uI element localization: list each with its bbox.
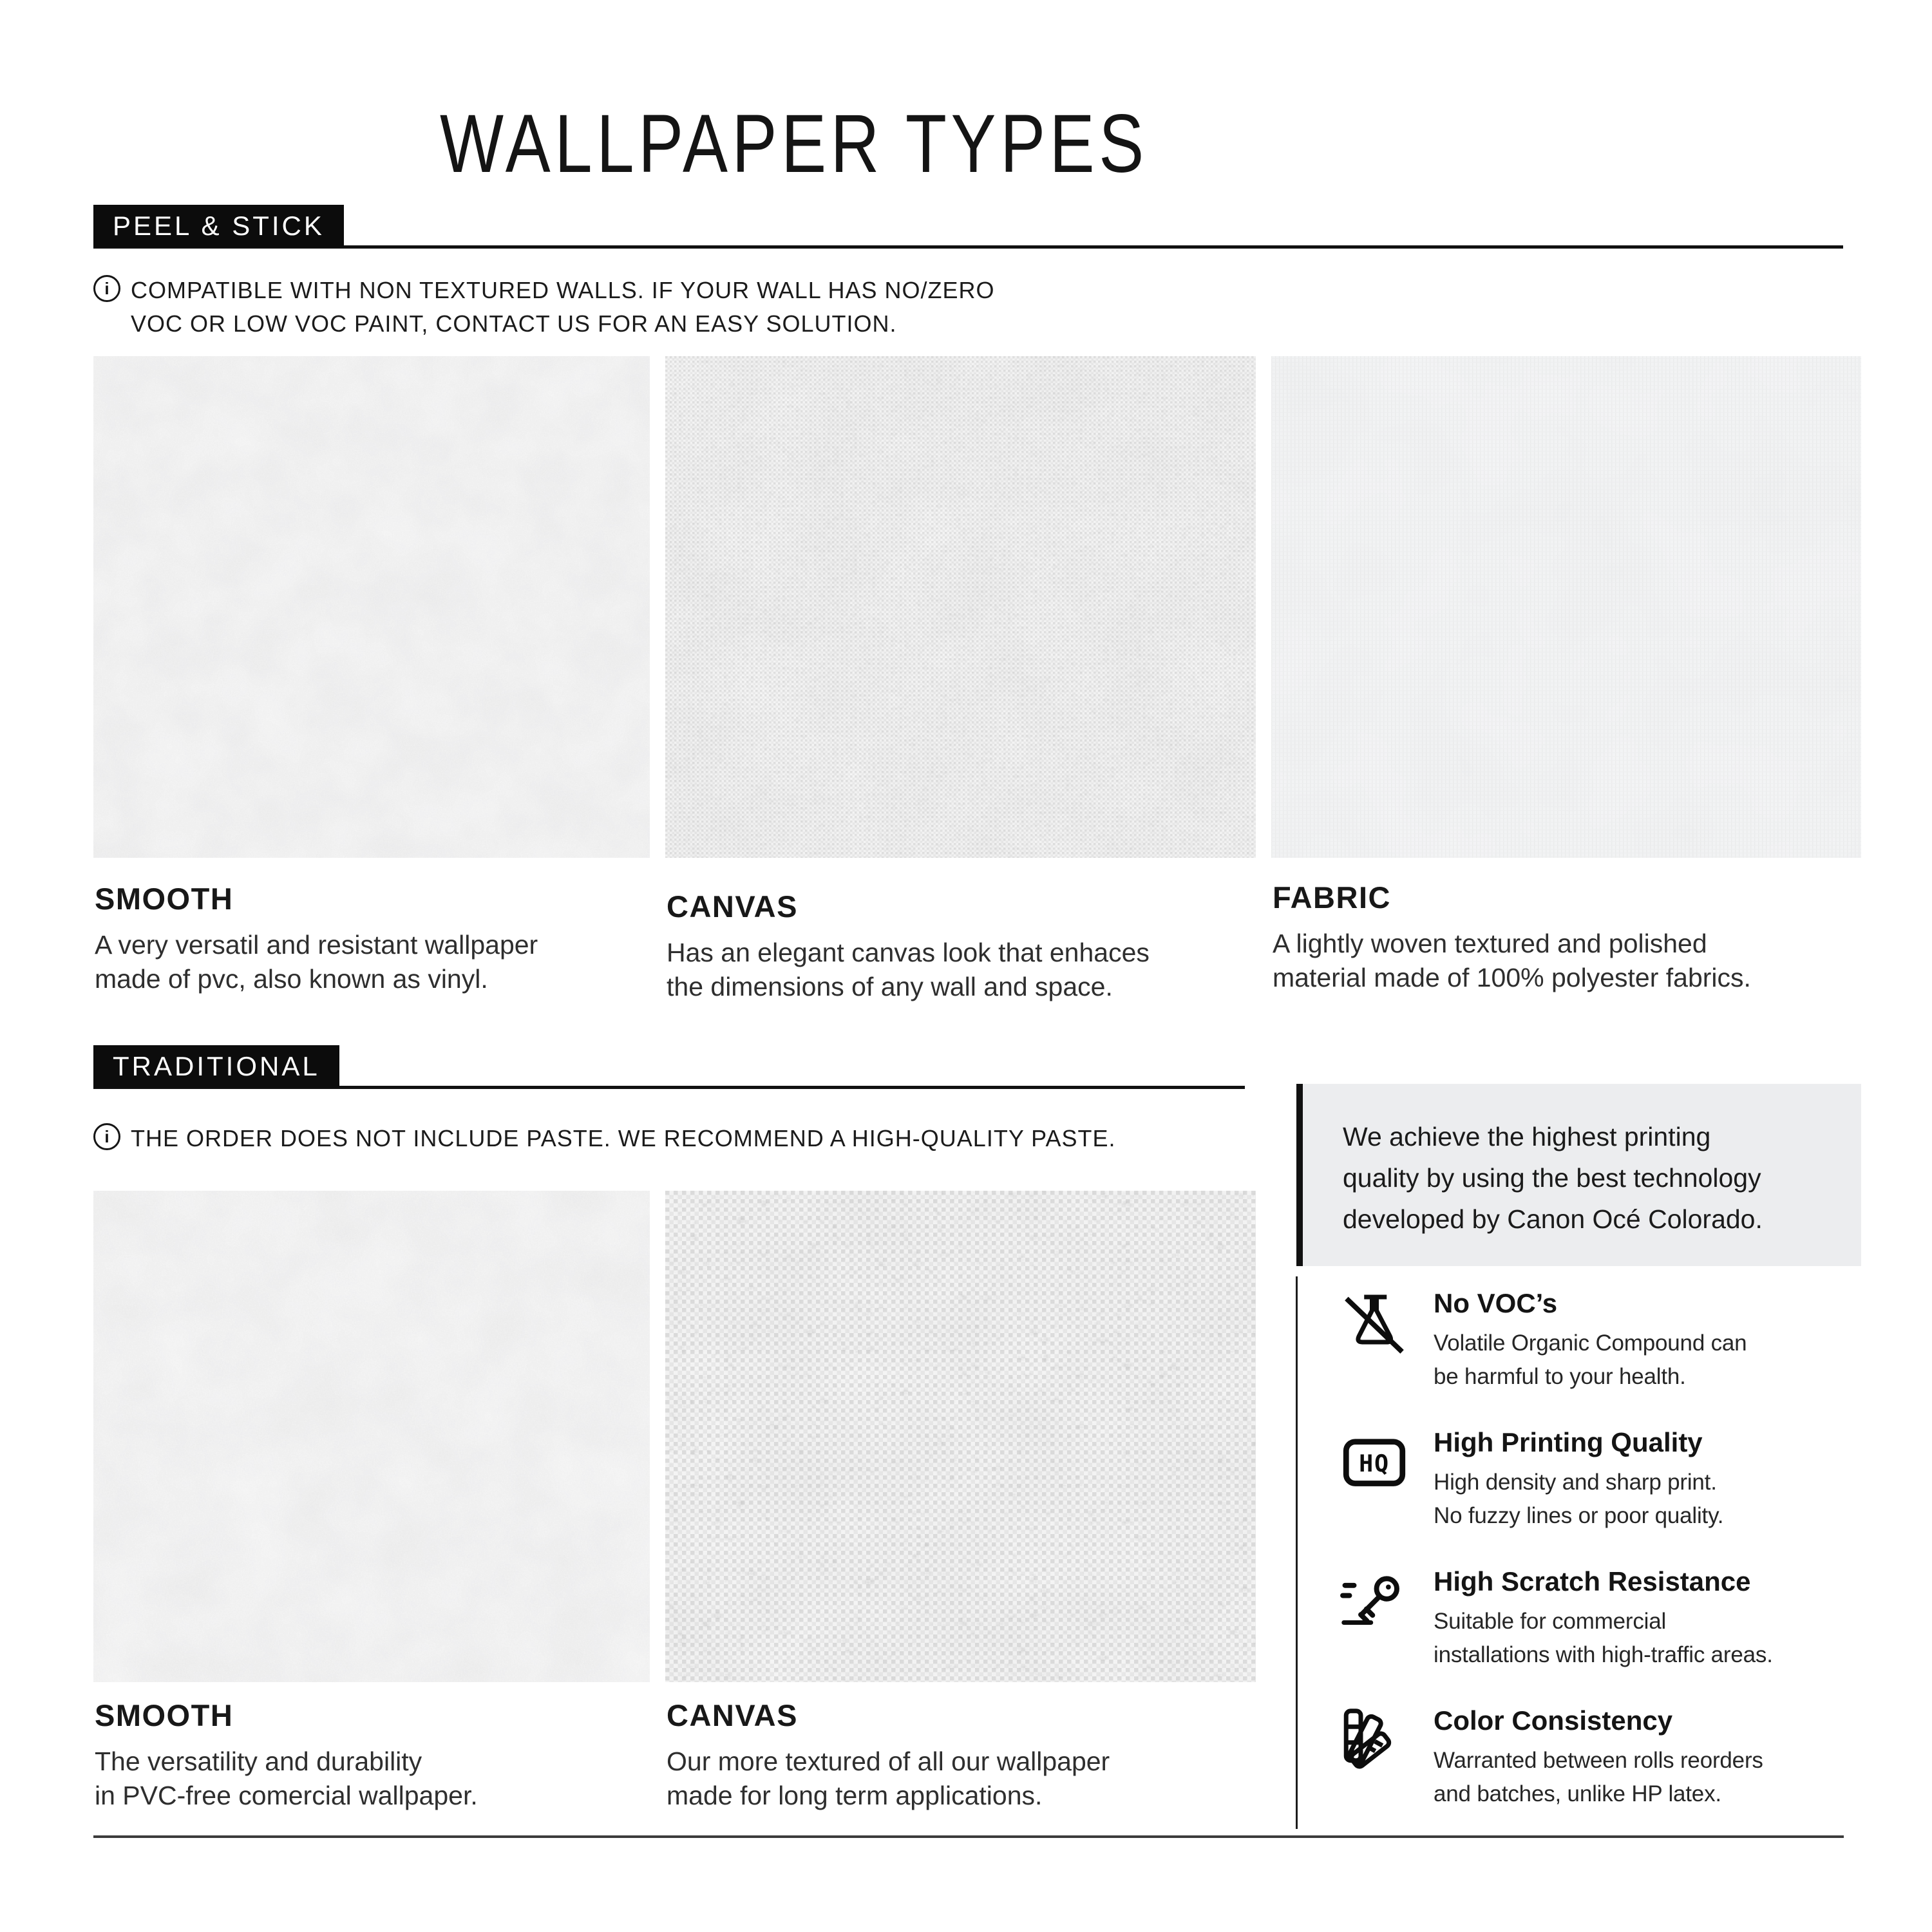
scratch-key-icon: [1338, 1566, 1410, 1638]
printing-quality-text: We achieve the highest printing quality by using the best technology developed by Canon Océ Colorado.: [1343, 1122, 1763, 1234]
peel-stick-note-text: [131, 274, 995, 341]
swatch-image-smooth-peel-stick: [93, 356, 650, 858]
traditional-note: [93, 1122, 1116, 1155]
peel-stick-underline: [93, 245, 1843, 249]
canvas-texture-graphic: [665, 356, 1256, 858]
feature-title: No VOC’s: [1434, 1288, 1558, 1318]
caption-smooth-traditional: [95, 1698, 478, 1813]
swatch-description: A very versatil and resistant wallpaper made of pvc, also known as vinyl.: [95, 930, 538, 994]
peel-stick-note: [93, 274, 995, 341]
info-icon: i: [93, 1123, 120, 1150]
feature-text: [1434, 1427, 1723, 1533]
traditional-section-label: TRADITIONAL: [93, 1045, 339, 1088]
svg-text:HQ: HQ: [1359, 1450, 1390, 1478]
feature-description: Warranted between rolls reorders and batches, unlike HP latex.: [1434, 1748, 1763, 1806]
feature-no-vocs: [1338, 1288, 1861, 1394]
no-voc-flask-icon: [1338, 1288, 1410, 1360]
feature-text: [1434, 1705, 1763, 1811]
note-line: VOC OR LOW VOC PAINT, CONTACT US FOR AN EASY SOLUTION.: [131, 310, 897, 337]
peel-stick-section-label: PEEL & STICK: [93, 205, 344, 247]
swatch-description: Has an elegant canvas look that enhaces the dimensions of any wall and space.: [667, 938, 1150, 1001]
feature-description: High density and sharp print. No fuzzy lines or poor quality.: [1434, 1470, 1724, 1528]
coarse-canvas-texture-graphic: [665, 1191, 1256, 1682]
caption-smooth-peel-stick: [95, 881, 538, 996]
printing-quality-callout: [1296, 1084, 1861, 1266]
color-swatches-icon: [1338, 1705, 1410, 1777]
feature-high-printing-quality: [1338, 1427, 1861, 1533]
feature-title: Color Consistency: [1434, 1705, 1673, 1736]
feature-text: [1434, 1566, 1773, 1672]
swatch-title: SMOOTH: [95, 1698, 234, 1732]
swatch-title: CANVAS: [667, 889, 798, 923]
feature-title: High Scratch Resistance: [1434, 1566, 1751, 1596]
swatch-image-canvas-peel-stick: [665, 356, 1256, 858]
feature-high-scratch-resistance: [1338, 1566, 1861, 1672]
swatch-description: The versatility and durability in PVC-free comercial wallpaper.: [95, 1747, 478, 1810]
feature-color-consistency: [1338, 1705, 1861, 1811]
smooth-texture-graphic: [93, 356, 650, 858]
swatch-description: Our more textured of all our wallpaper made for long term applications.: [667, 1747, 1110, 1810]
features-divider-line: [1296, 1276, 1298, 1829]
swatch-description: A lightly woven textured and polished material made of 100% polyester fabrics.: [1273, 929, 1751, 992]
swatch-image-smooth-traditional: [93, 1191, 650, 1682]
note-line: COMPATIBLE WITH NON TEXTURED WALLS. IF YOUR WALL HAS NO/ZERO: [131, 277, 995, 303]
caption-fabric-peel-stick: [1273, 880, 1751, 995]
bottom-divider-line: [93, 1835, 1844, 1838]
feature-text: [1434, 1288, 1747, 1394]
note-line: THE ORDER DOES NOT INCLUDE PASTE. WE RECOMMEND A HIGH-QUALITY PASTE.: [131, 1125, 1116, 1151]
smooth-texture-graphic: [93, 1191, 650, 1682]
info-icon: i: [93, 275, 120, 302]
caption-canvas-peel-stick: [667, 889, 1150, 1004]
swatch-title: FABRIC: [1273, 880, 1391, 914]
caption-canvas-traditional: [667, 1698, 1110, 1813]
feature-title: High Printing Quality: [1434, 1427, 1703, 1457]
hq-badge-icon: [1338, 1427, 1410, 1499]
feature-description: Volatile Organic Compound can be harmful to your health.: [1434, 1331, 1747, 1389]
page-title: WALLPAPER TYPES: [440, 98, 1148, 190]
swatch-title: CANVAS: [667, 1698, 798, 1732]
swatch-title: SMOOTH: [95, 882, 234, 916]
feature-description: Suitable for commercial installations with high-traffic areas.: [1434, 1609, 1773, 1667]
swatch-image-canvas-traditional: [665, 1191, 1256, 1682]
traditional-note-text: [131, 1122, 1116, 1155]
fabric-texture-graphic: [1271, 356, 1861, 858]
swatch-image-fabric-peel-stick: [1271, 356, 1861, 858]
